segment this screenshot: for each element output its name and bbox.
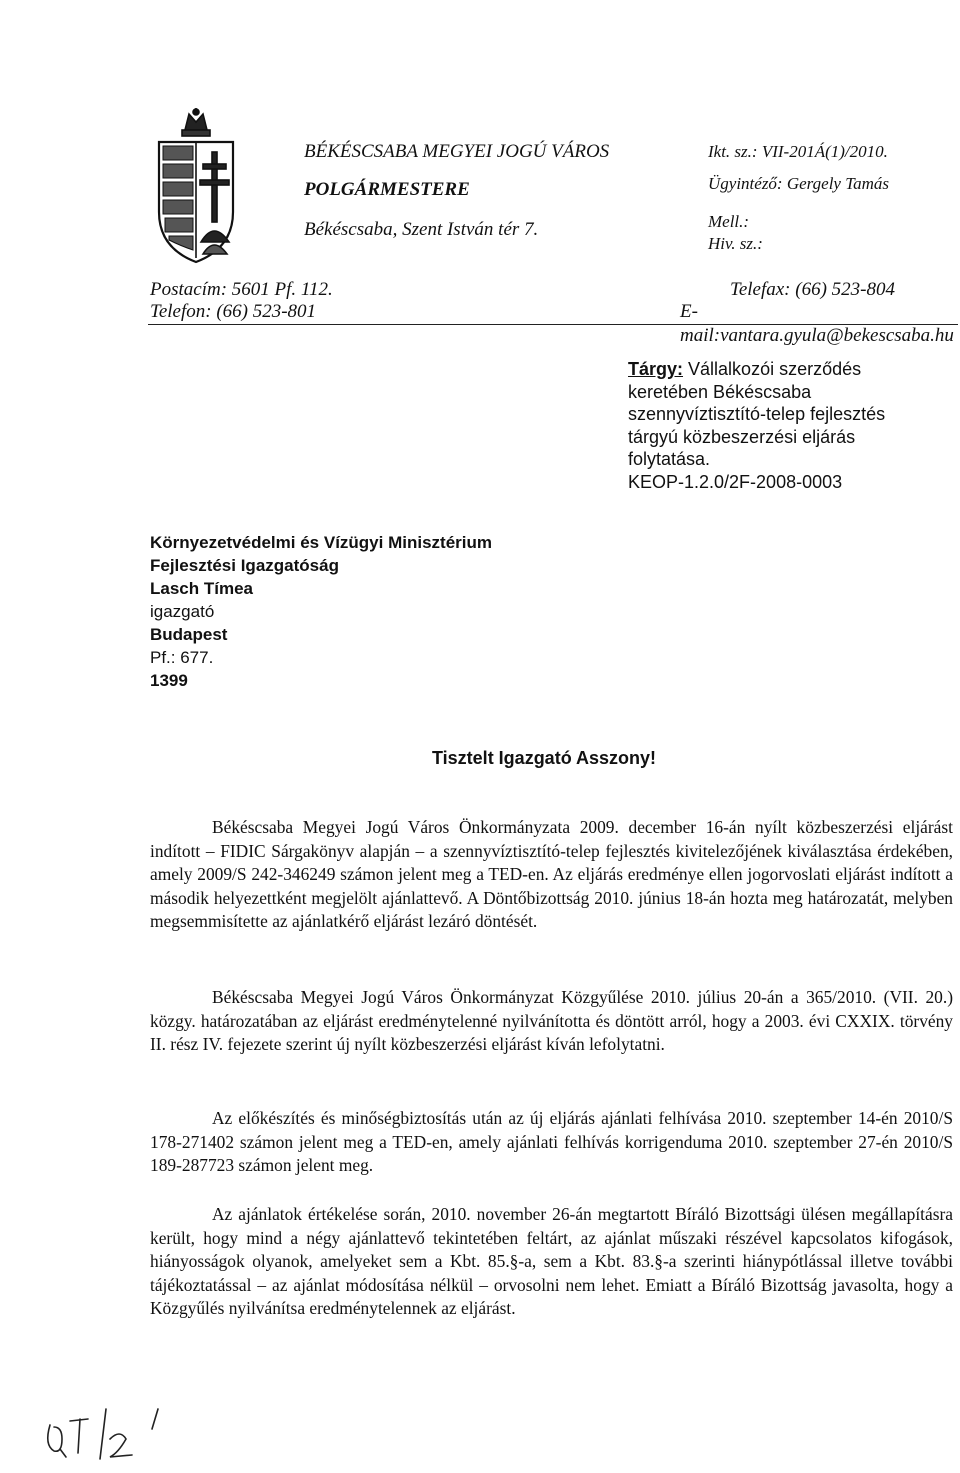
salutation: Tisztelt Igazgató Asszony! bbox=[432, 748, 657, 768]
recipient-name: Lasch Tímea bbox=[150, 579, 253, 598]
subject-line-5: folytatása. bbox=[628, 449, 711, 469]
city-title: BÉKÉSCSABA MEGYEI JOGÚ VÁROS bbox=[304, 141, 610, 162]
recipient-block bbox=[150, 531, 492, 692]
recipient-ministry: Környezetvédelmi és Vízügyi Minisztérium bbox=[150, 533, 492, 552]
recipient-zip: 1399 bbox=[150, 671, 188, 690]
email-address: E-mail:vantara.gyula@bekescsaba.hu bbox=[680, 301, 954, 346]
recipient-pobox: Pf.: 677. bbox=[150, 648, 214, 667]
subject-line-6: KEOP-1.2.0/2F-2008-0003 bbox=[628, 471, 843, 492]
paragraph-1-text: Békéscsaba Megyei Jogú Város Önkormányzata 2009. december 16-án nyílt közbeszerzési eljárást indított – FIDIC Sárgakönyv alapján – a szennyvíztisztító-telep fejlesztés kivitelezőjének kiválasztása érdekében, amely 2009/S 242-346249 számon jelent meg a TED-en. Az eljárás eredménye ellen jogorvoslati eljárást indított a második helyezettként megjelölt ajánlattevő. A Döntőbizottság 2010. június 18-án hozta meg határozatát, melyben megsemmisítette az ajánlatkérő eljárást lezáró döntését. bbox=[150, 817, 953, 932]
paragraph-4 bbox=[150, 1203, 953, 1321]
case-officer: Ügyintéző: Gergely Tamás bbox=[708, 174, 889, 193]
attachments-label: Mell.: bbox=[708, 212, 750, 231]
fax-number: Telefax: (66) 523-804 bbox=[730, 279, 895, 300]
coat-of-arms-emblem bbox=[155, 108, 237, 264]
postal-address: Postacím: 5601 Pf. 112. bbox=[150, 279, 333, 300]
recipient-title: igazgató bbox=[150, 602, 215, 621]
paragraph-1 bbox=[150, 816, 953, 934]
subject-label: Tárgy: bbox=[628, 359, 684, 379]
paragraph-4-text: Az ajánlatok értékelése során, 2010. november 26-án megtartott Bíráló Bizottsági ülésen megállapításra került, hogy mind a négy ajánlattevő tekintetében feltárt, az ajánlat műszaki részével kapcsolatos kifogások, hiányosságok olyanok, amelyeket sem a Kbt. 85.§-a, sem a Kbt. 83.§-a szerinti hiánypótlással illetve további tájékoztatással – az ajánlat módosítása nélkül – orvosolni nem lehet. Emiatt a Bíráló Bizottság javasolta, hogy a Közgyűlés nyilvánítsa eredménytelennek az eljárást. bbox=[150, 1204, 953, 1319]
handwritten-mark-icon bbox=[40, 1395, 180, 1465]
phone-number: Telefon: (66) 523-801 bbox=[150, 301, 317, 322]
subject-line-3: szennyvíztisztító-telep fejlesztés bbox=[628, 404, 886, 424]
paragraph-3 bbox=[150, 1107, 953, 1178]
paragraph-2 bbox=[150, 986, 953, 1057]
subject-text: Vállalkozói szerződés bbox=[688, 359, 862, 379]
recipient-directorate: Fejlesztési Igazgatóság bbox=[150, 556, 339, 575]
office-address: Békéscsaba, Szent István tér 7. bbox=[304, 219, 539, 240]
subject-block bbox=[628, 358, 928, 493]
subject-line-4: tárgyú közbeszerzési eljárás bbox=[628, 426, 856, 447]
recipient-city: Budapest bbox=[150, 625, 228, 644]
reference-number: Ikt. sz.: VII-201Á(1)/2010. bbox=[708, 142, 888, 161]
subject-line-1 bbox=[628, 358, 928, 381]
subject-line-2: keretében Békéscsaba bbox=[628, 381, 812, 402]
paragraph-2-text: Békéscsaba Megyei Jogú Város Önkormányzat Közgyűlése 2010. július 20-án a 365/2010. (VII. 20.) közgy. határozatában az eljárást eredménytelenné nyilvánította és döntött arról, hogy a 2003. évi CXXIX. törvény II. rész IV. fejezete szerint új nyílt közbeszerzési eljárást kíván lefolytatni. bbox=[150, 987, 953, 1055]
header-divider bbox=[148, 324, 958, 325]
paragraph-3-text: Az előkészítés és minőségbiztosítás után az új eljárás ajánlati felhívása 2010. szeptember 14-én 2010/S 178-271402 számon jelent meg a TED-en, amely ajánlati felhívás korrigenduma 2010. szeptember 27-én 2010/S 189-287723 számon jelent meg. bbox=[150, 1108, 953, 1176]
your-reference-label: Hiv. sz.: bbox=[708, 234, 763, 253]
office-title: POLGÁRMESTERE bbox=[304, 179, 470, 200]
